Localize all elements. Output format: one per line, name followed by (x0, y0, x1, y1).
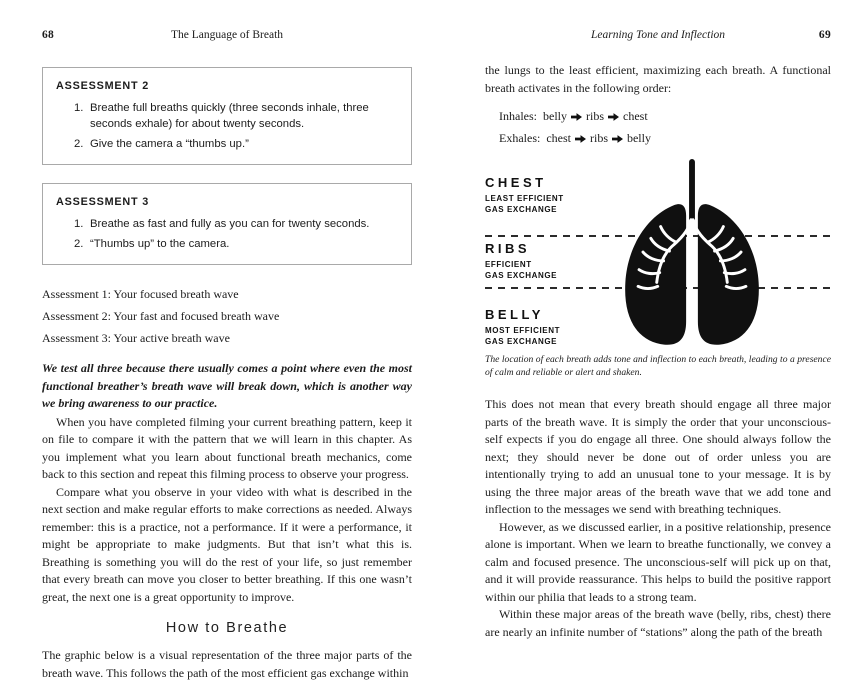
assessment-3-box (42, 183, 412, 265)
body-paragraph: Within these major areas of the breath wave (belly, ribs, chest) there are nearly an infinite number of “stations” along the path of the breath (485, 607, 831, 639)
list-item: Give the camera a “thumbs up.” (90, 138, 249, 150)
right-arrow-icon (575, 127, 586, 149)
page-number-left: 68 (42, 29, 55, 41)
assessment-2-title: ASSESSMENT 2 (56, 80, 149, 92)
order-step: chest (623, 109, 648, 123)
body-paragraph: This does not mean that every breath should engage all three major parts of the breath wave. It is simply the order that your unconscious-self expects if you do engage all three. One should always follow the next; they should never be done out of order unless you are intentionally trying to add an unusual tone to your message. It is by using the three major areas of the breath wave that we add tone and inflection to the messages we send with breathing techniques. (485, 397, 831, 516)
assessment-2-box (42, 67, 412, 165)
order-step: ribs (589, 131, 608, 145)
list-item: Breathe as fast and fully as you can for twenty seconds. (90, 218, 370, 230)
zone-title: BELLY (485, 307, 544, 322)
emphasis-paragraph: We test all three because there usually comes a point where even the most functional breather’s breath wave will break down, which is another way we bring awareness to our practice. (42, 361, 412, 410)
body-paragraph: Compare what you observe in your video with what is described in the next section and make regular efforts to make corrections as needed. Always remember: this is a practice, not a performance. If it were a performance, it might be appropriate to make judgments. But that isn’t what this is. Breathing is something you will do the rest of your life, so just remember that every breath can move you closer to better breathing. If this one wasn’t great, the next one is a great opportunity to improve. (42, 484, 412, 604)
zone-subtitle: GAS EXCHANGE (485, 270, 558, 280)
figure-caption: The location of each breath adds tone and inflection to each breath, leading to a presence of calm and reliable or alert and shaken. (485, 354, 831, 378)
order-step: belly (626, 131, 651, 145)
section-heading-how-to-breathe: How to Breathe (165, 620, 289, 636)
zone-subtitle: MOST EFFICIENT (485, 326, 561, 335)
breath-wave-diagram (485, 161, 831, 349)
assessment-3-list (74, 216, 397, 252)
inhale-order-line (499, 105, 831, 127)
right-arrow-icon (612, 127, 623, 149)
body-paragraph: The graphic below is a visual representation of the three major parts of the breath wave. This follows the path of the most efficient gas exchange within (42, 648, 412, 680)
right-arrow-icon (571, 105, 582, 127)
summary-line: Assessment 3: Your active breath wave (42, 331, 230, 345)
zone-label-belly (485, 307, 560, 347)
zone-label-chest (485, 175, 564, 215)
order-label: Inhales: (499, 109, 537, 123)
breath-order-lines (499, 105, 831, 149)
running-header-left: The Language of Breath (170, 29, 284, 41)
assessment-2-list (74, 100, 397, 152)
order-step: chest (546, 131, 571, 145)
list-item: “Thumbs up” to the camera. (90, 238, 230, 250)
page-left (0, 0, 430, 680)
right-arrow-icon (608, 105, 619, 127)
zone-subtitle: GAS EXCHANGE (485, 336, 558, 346)
assessment-3-title: ASSESSMENT 3 (56, 196, 149, 208)
page-number-right: 69 (818, 29, 831, 41)
order-step: ribs (586, 109, 604, 123)
order-step: belly (543, 109, 567, 123)
lungs-illustration (613, 157, 771, 353)
exhale-order-line (499, 127, 831, 149)
assessment-summary (42, 286, 412, 346)
zone-subtitle: EFFICIENT (485, 260, 532, 269)
body-paragraph: However, as we discussed earlier, in a positive relationship, presence alone is important. When we learn to breathe functionally, we convey a calm and focused presence. The unconscious-self will pick up on that, and it will provide reassurance. This helps to build the positive rapport within our philia that leads to a strong team. (485, 519, 831, 604)
zone-title: RIBS (485, 241, 531, 256)
body-paragraph: When you have completed filming your current breathing pattern, keep it on file to compare it with the pattern that we will learn in this chapter. As you implement what you learn about functional breath mechanics, come back to this section and repeat this filming process to observe your progress. (42, 414, 412, 481)
body-paragraph: the lungs to the least efficient, maximizing each breath. A functional breath activates in the following order: (485, 63, 831, 95)
running-header-right: Learning Tone and Inflection (590, 29, 726, 41)
list-item: Breathe full breaths quickly (three seconds inhale, three seconds exhale) for about twenty seconds. (90, 102, 369, 130)
zone-subtitle: GAS EXCHANGE (485, 204, 558, 214)
summary-line: Assessment 2: Your fast and focused breath wave (42, 309, 280, 323)
page-right (430, 0, 860, 644)
order-label: Exhales: (499, 131, 541, 145)
zone-subtitle: LEAST EFFICIENT (485, 194, 564, 203)
zone-title: CHEST (485, 175, 547, 190)
zone-label-ribs (485, 241, 557, 281)
summary-line: Assessment 1: Your focused breath wave (42, 287, 239, 301)
